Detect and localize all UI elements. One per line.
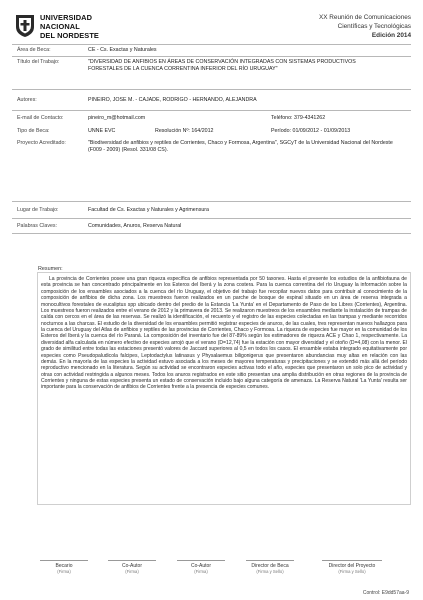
divider [12, 201, 411, 202]
grant-type-value: UNNE EVC [88, 128, 116, 134]
area-label: Área de Beca: [17, 47, 51, 53]
divider [12, 110, 411, 111]
control-code: Control: E9dd57aa-9 [362, 590, 409, 596]
university-logo-icon [14, 14, 36, 38]
workplace-label: Lugar de Trabajo: [17, 207, 59, 213]
abstract-title: Resumen: [38, 266, 63, 272]
keywords-label: Palabras Claves: [17, 223, 58, 229]
title-value: "DIVERSIDAD DE ANFIBIOS EN ÁREAS DE CONSERVACIÓN INTEGRADAS CON SISTEMAS PRODUCTIVOS FORESTALES DE LA CUENCA CORRENTINA INFERIOR DEL RÍO URUGUAY" [88, 59, 356, 73]
project-value: "Biodiversidad de anfibios y reptiles de Corrientes, Chaco y Formosa, Argentina", SGCyT de la Universidad Nacional del Nordeste (F009 - 2009) (Resol. 331/08 CS). [88, 140, 393, 154]
signature-director-proyecto: Director del Proyecto (Firma y Sello) [316, 560, 388, 574]
title-label: Título del Trabajo: [17, 59, 60, 65]
workplace-value: Facultad de Cs. Exactas y Naturales y Agrimensura [88, 207, 209, 213]
email-value: pineiro_m@hotmail.com [88, 115, 146, 121]
university-name: UNIVERSIDAD NACIONAL DEL NORDESTE [40, 13, 99, 40]
divider [12, 44, 411, 45]
signature-becario: Becario (Firma) [34, 560, 94, 574]
resolution-value: Resolución Nº: 164/2012 [155, 128, 214, 134]
authors-value: PINEIRO, JOSE M. - CAJADE, RODRIGO - HERNANDO, ALEJANDRA [88, 97, 257, 103]
abstract-box [37, 272, 411, 505]
phone-value: Teléfono: 379-4341262 [271, 115, 326, 121]
authors-label: Autores: [17, 97, 37, 103]
period-value: Período: 01/09/2012 - 01/09/2013 [271, 128, 351, 134]
email-label: E-mail de Contacto: [17, 115, 64, 121]
divider [12, 218, 411, 219]
signature-coautor-1: Co-Autor (Firma) [102, 560, 162, 574]
divider [12, 233, 411, 234]
abstract-text: La provincia de Corrientes posee una gran riqueza específica de anfibios representada por 50 taxones. Hasta el presente los estudios de la anfibiofauna de esta provincia se han concentrado principalmente en los Esteros del Iberá y la zona costera. Para la cuenca correntina del río Uruguay la información sobre la composición de los ensambles asociados a la cuenca del río Uruguay, el objetivo del trabajo fue recopilar nuevos datos para contribuir al conocimiento de la composición de anfibios de dicha zona. Los muestreos fueron realizados en un parche de bosque de espinal situado en un área de reserva integrada a monocultivos forestales de eucaliptus spp ubicado dentro del predio de la Estancia 'La Yunta' en el Departamento de Paso de los Libres (Corrientes), Argentina. Los muestreos fueron realizados entre el verano de 2012 y la primavera de 2013. Se realizaron muestreos de los ensambles mediante la instalación de trampas de caída con cercos en el área de las reservas. Se realizó la identificación, el recuento y el registro de las especies colectadas en las trampas y mediante recorridos nocturnos a las charcas. El estudio de la diversidad de los ensambles permitió registrar especies de anuros, de las cuales, tres representan nuevos hallazgos para la cuenca del Uruguay del Atlas de anfibios y reptiles de las provincias de Corrientes, Chaco y Formosa. La riqueza de especies fue mayor en la comunidad de los Esteros del Iberá y la cuenca del río Paraná. La composición del inventario fue del 87-89% según los estimadores de riqueza ACE y Chao 1, respectivamente. La diversidad alfa calculada en número efectivo de especies arrojó que el verano (D=12,74) fue la estación con mayor diversidad y el otoño (D=4,08) con la menor. El grado de similitud entre todas las estaciones presentó valores de Jaccard superiores al 0,5 en todos los casos. El ensamble estaba integrado equitativamente por especies como Pseudopaludicola falcipes, Leptodactylus latinasus y Physalaemus biligonigerus que presentaron abundancias muy altas en relación con las demás. En la mayoría de las especies la actividad estuvo asociada a los meses de mayores temperaturas y precipitaciones y se extendió más allá del período reproductivo mencionado en la literatura. Según su actividad se encontraron especies activas todo el año, especies que presentaron un solo pico de actividad y otras con actividad restringida a algunos meses. Todos los anuros registrados en este sitio presentan una amplia distribución en otras regiones de la provincia de Corrientes y ninguna de estas especies presenta un estado de conservación incluido bajo alguna categoría de amenaza. La Reserva Natural 'La Yunta' resulta ser importante para la conservación de anfibios de Corrientes frente a la presencia de especies comunes. [41, 276, 407, 391]
area-value: CE - Cs. Exactas y Naturales [88, 47, 157, 53]
project-label: Proyecto Acreditado: [17, 140, 66, 146]
keywords-value: Comunidades, Anuros, Reserva Natural [88, 223, 182, 229]
meeting-title: XX Reunión de Comunicaciones Científicas y Tecnológicas Edición 2014 [318, 14, 411, 39]
divider [12, 89, 411, 90]
signature-director-beca: Director de Beca (Firma y Sello) [240, 560, 300, 574]
divider [12, 56, 411, 57]
grant-type-label: Tipo de Beca: [17, 128, 50, 134]
signature-coautor-2: Co-Autor (Firma) [171, 560, 231, 574]
